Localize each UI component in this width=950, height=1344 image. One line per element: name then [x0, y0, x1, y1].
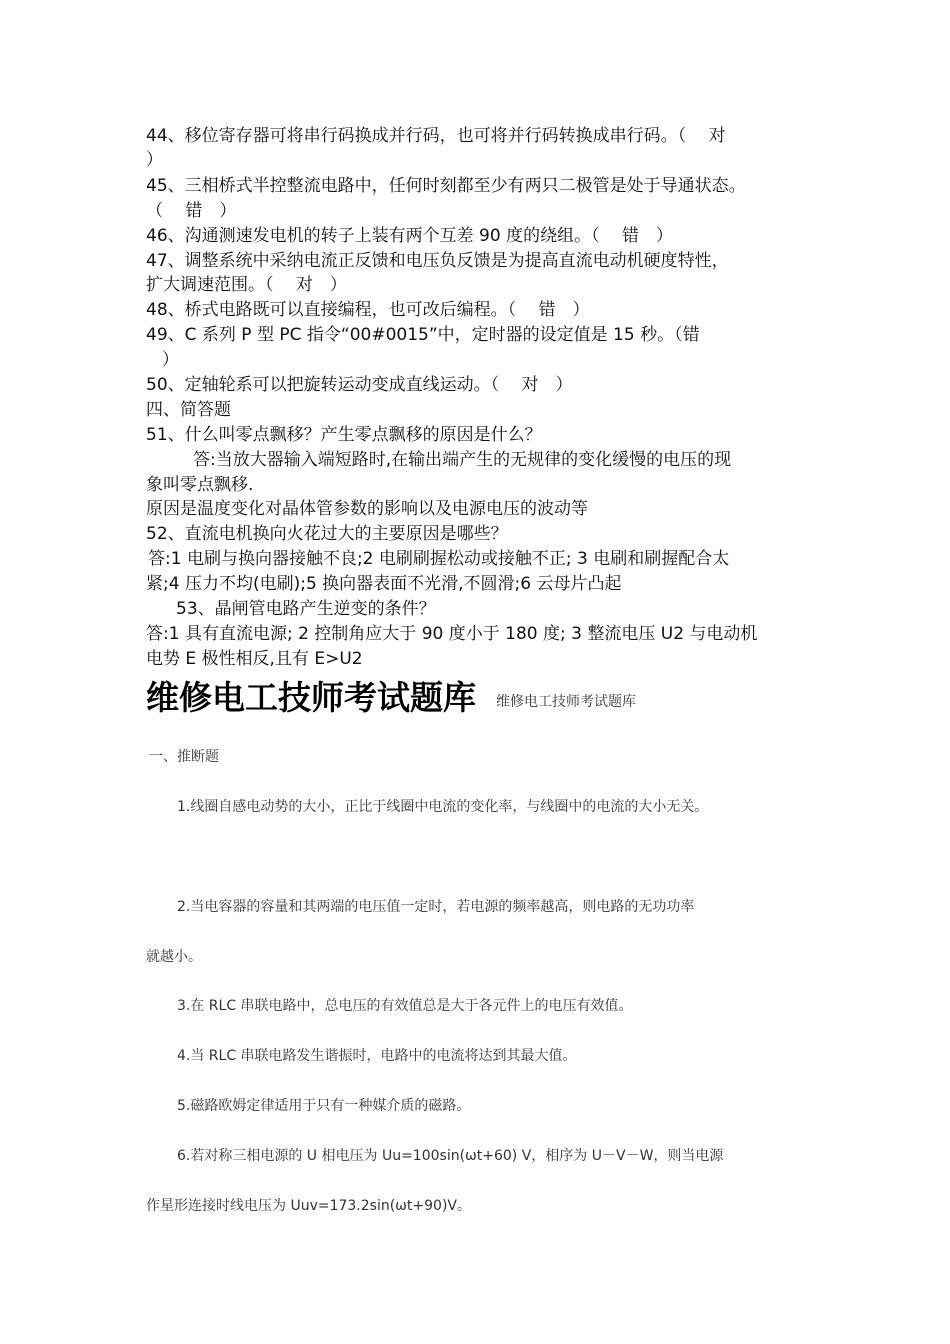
item-1: 1.线圈自感电动势的大小，正比于线圈中电流的变化率，与线圈中的电流的大小无关。 [177, 799, 709, 815]
q53-answer-line1: 答:1 具有直流电源; 2 控制角应大于 90 度小于 180 度; 3 整流电压 U2 与电动机 [146, 624, 758, 644]
q51-answer-line1: 答:当放大器输入端短路时,在输出端产生的无规律的变化缓慢的电压的现 [193, 450, 732, 470]
document-title: 维修电工技师考试题库 [146, 678, 476, 717]
q51-answer-line3: 原因是温度变化对晶体管参数的影响以及电源电压的波动等 [146, 499, 588, 519]
q53-answer-line2: 电势 E 极性相反,且有 E>U2 [146, 649, 363, 669]
q50-line: 50、定轴轮系可以把旋转运动变成直线运动。（ 对 ） [146, 375, 573, 395]
q48-line: 48、桥式电路既可以直接编程，也可改后编程。（ 错 ） [146, 300, 590, 320]
item-4: 4.当 RLC 串联电路发生谐振时，电路中的电流将达到其最大值。 [177, 1048, 577, 1064]
section-heading-short-answer: 四、简答题 [146, 400, 231, 420]
q44-line2: ） [146, 150, 163, 170]
q47-line1: 47、调整系统中采纳电流正反馈和电压负反馈是为提高直流电动机硬度特性， [146, 251, 729, 271]
q51-answer-line2: 象叫零点飘移. [146, 475, 254, 495]
q47-line2: 扩大调速范围。（ 对 ） [146, 275, 347, 295]
q51-question: 51、什么叫零点飘移？产生零点飘移的原因是什么？ [146, 425, 542, 445]
q46-line: 46、沟通测速发电机的转子上装有两个互差 90 度的绕组。（ 错 ） [146, 226, 673, 246]
q52-answer-line2: 紧;4 压力不均(电刷);5 换向器表面不光滑,不圆滑;6 云母片凸起 [146, 574, 622, 594]
section-heading-judgement: 一、推断题 [149, 749, 219, 765]
q45-line2: （ 错 ） [146, 201, 237, 221]
item-3: 3.在 RLC 串联电路中，总电压的有效值总是大于各元件上的电压有效值。 [177, 998, 633, 1014]
document-subtitle: 维修电工技师考试题库 [496, 694, 636, 710]
item-6-line2: 作星形连接时线电压为 Uuv=173.2sin(ωt+90)V。 [146, 1198, 471, 1214]
q53-question: 53、晶闸管电路产生逆变的条件？ [176, 599, 436, 619]
q52-question: 52、直流电机换向火花过大的主要原因是哪些？ [146, 524, 508, 544]
q45-line1: 45、三相桥式半控整流电路中，任何时刻都至少有两只二极管是处于导通状态。 [146, 176, 746, 196]
q49-line1: 49、C 系列 P 型 PC 指令“00#0015”中，定时器的设定值是 15 秒。（错 [146, 325, 700, 345]
q49-line2: ） [162, 350, 179, 370]
q44-line1: 44、移位寄存器可将串行码换成并行码，也可将并行码转换成串行码。（ 对 [146, 126, 726, 146]
item-2-line1: 2.当电容器的容量和其两端的电压值一定时，若电源的频率越高，则电路的无功功率 [177, 899, 695, 915]
item-6-line1: 6.若对称三相电源的 U 相电压为 Uu=100sin(ωt+60) V，相序为 U－V－W，则当电源 [177, 1148, 724, 1164]
item-5: 5.磁路欧姆定律适用于只有一种媒介质的磁路。 [177, 1098, 471, 1114]
q52-answer-line1: 答:1 电刷与换向器接触不良;2 电刷刷握松动或接触不正; 3 电刷和刷握配合太 [148, 549, 730, 569]
item-2-line2: 就越小。 [146, 949, 202, 965]
